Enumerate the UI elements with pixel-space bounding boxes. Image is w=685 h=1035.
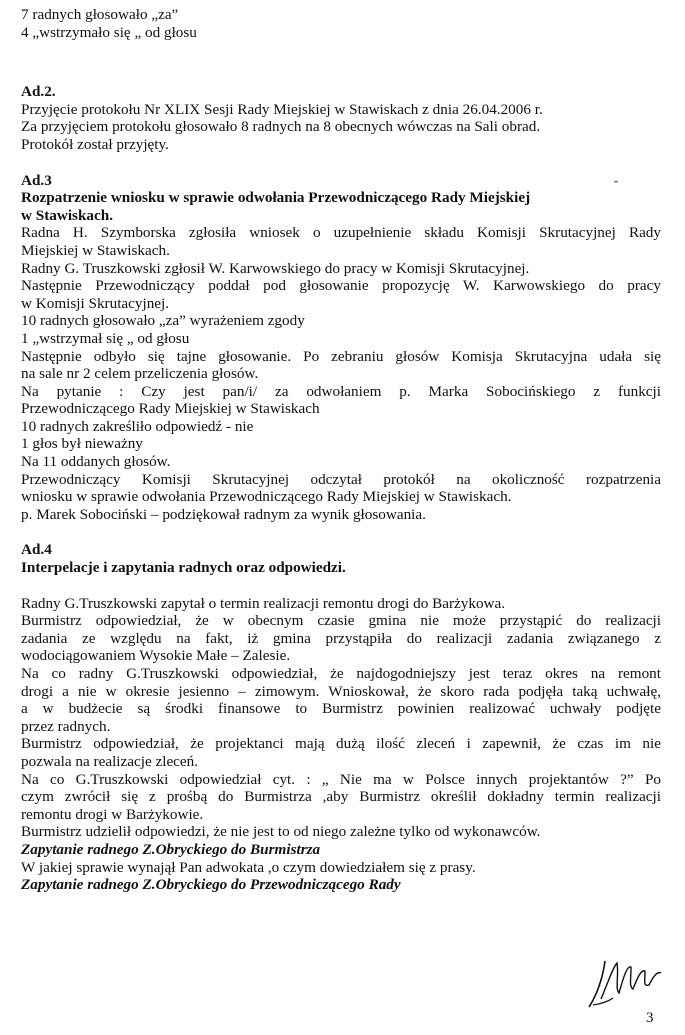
ad4-line: Radny G.Truszkowski zapytał o termin realizacji remontu drogi do Barżykowa. [21,594,506,612]
ad4-line: przez radnych. [21,717,111,735]
ad2-heading: Ad.2. [21,83,56,101]
ad3-line: 10 radnych głosowało „za” wyrażeniem zgody [21,312,305,330]
ad4-heading: Ad.4 [21,541,52,559]
question-heading: Zapytanie radnego Z.Obryckiego do Przewodniczącego Rady [21,876,401,894]
ad3-line: Na pytanie : Czy jest pan/i/ za odwołaniem p. Marka Sobocińskiego z funkcji [21,382,661,400]
handwritten-signature [583,955,663,1010]
question-text: W jakiej sprawie wynajął Pan adwokata ,o czym dowiedziałem się z prasy. [21,858,476,876]
ad4-line: Burmistrz odpowiedział, że w obecnym czasie gmina nie może przystąpić do realizacji [21,612,661,630]
ad4-line: Burmistrz odpowiedział, że projektanci mają dużą ilość zleceń i zapewnił, że czas im nie [21,735,661,753]
ad3-line: Radny G. Truszkowski zgłosił W. Karwowskiego do pracy w Komisji Skrutacyjnej. [21,259,530,277]
ad4-line: a w budżecie są środki finansowe to Burmistrz powinien realizować uchwały podjęte [21,700,661,718]
ad3-line: Następnie odbyło się tajne głosowanie. Po zebraniu głosów Komisja Skrutacyjna udała się [21,347,661,365]
ad4-line: wodociągowaniem Wysokie Małe – Zalesie. [21,647,291,665]
page-number: 3 [646,1010,654,1026]
ad2-line: Protokół został przyjęty. [21,135,169,153]
ad3-line: Miejskiej w Stawiskach. [21,241,170,259]
ad3-line: Następnie Przewodniczący poddał pod głosowanie propozycję W. Karwowskiego do pracy [21,277,661,295]
ad3-line: wniosku w sprawie odwołania Przewodniczącego Rady Miejskiej w Stawiskach. [21,488,512,506]
stray-mark: ˇ [614,178,618,192]
ad4-line: drogi a nie w okresie jesienno – zimowym. Wnioskował, że skoro rada podjęła taką uchwałę, [21,682,661,700]
vote-line: 4 „wstrzymało się „ od głosu [21,23,197,41]
ad3-line: Przewodniczący Komisji Skrutacyjnej odczytał protokół na okoliczność rozpatrzenia [21,470,661,488]
ad3-line: 1 głos był nieważny [21,435,143,453]
ad3-line: na sale nr 2 celem przeliczenia głosów. [21,365,259,383]
ad4-line: remontu drogi w Barżykowie. [21,805,204,823]
ad4-line: pozwala na realizacje zleceń. [21,752,199,770]
ad3-line: Przewodniczącego Rady Miejskiej w Stawiskach [21,400,320,418]
ad3-title: Rozpatrzenie wniosku w sprawie odwołania Przewodniczącego Rady Miejskiej [21,189,531,207]
ad3-heading: Ad.3 [21,171,52,189]
ad2-line: Przyjęcie protokołu Nr XLIX Sesji Rady Miejskiej w Stawiskach z dnia 26.04.2006 r. [21,100,543,118]
ad3-line: 10 radnych zakreśliło odpowiedź - nie [21,417,254,435]
ad4-line: czym zwrócił się z prośbą do Burmistrza ,aby Burmistrz określił dokładny termin realizacji [21,788,661,806]
ad3-line: p. Marek Sobociński – podziękował radnym za wynik głosowania. [21,505,426,523]
question-heading: Zapytanie radnego Z.Obryckiego do Burmistrza [21,840,321,858]
ad3-line: Na 11 oddanych głosów. [21,453,171,471]
vote-line: 7 radnych głosowało „za” [21,6,179,23]
ad3-title: w Stawiskach. [21,206,113,224]
ad4-line: Burmistrz udzielił odpowiedzi, że nie jest to od niego zależne tylko od wykonawców. [21,823,541,841]
ad3-line: w Komisji Skrutacyjnej. [21,294,170,312]
ad2-line: Za przyjęciem protokołu głosowało 8 radnych na 8 obecnych wówczas na Sali obrad. [21,118,541,136]
ad4-line: Na co G.Truszkowski odpowiedział cyt. : „ Nie ma w Polsce innych projektantów ?” Po [21,770,661,788]
ad3-line: 1 „wstrzymał się „ od głosu [21,329,190,347]
ad4-line: Na co radny G.Truszkowski odpowiedział, że najdogodniejszy jest teraz okres na remont [21,665,661,682]
document-page [21,6,661,894]
ad4-line: zadania ze względu na fakt, iż gmina przystąpiła do realizacji zadania związanego z [21,629,661,647]
ad4-title: Interpelacje i zapytania radnych oraz odpowiedzi. [21,559,346,577]
ad3-line: Radna H. Szymborska zgłosiła wniosek o uzupełnienie składu Komisji Skrutacyjnej Rady [21,224,661,242]
